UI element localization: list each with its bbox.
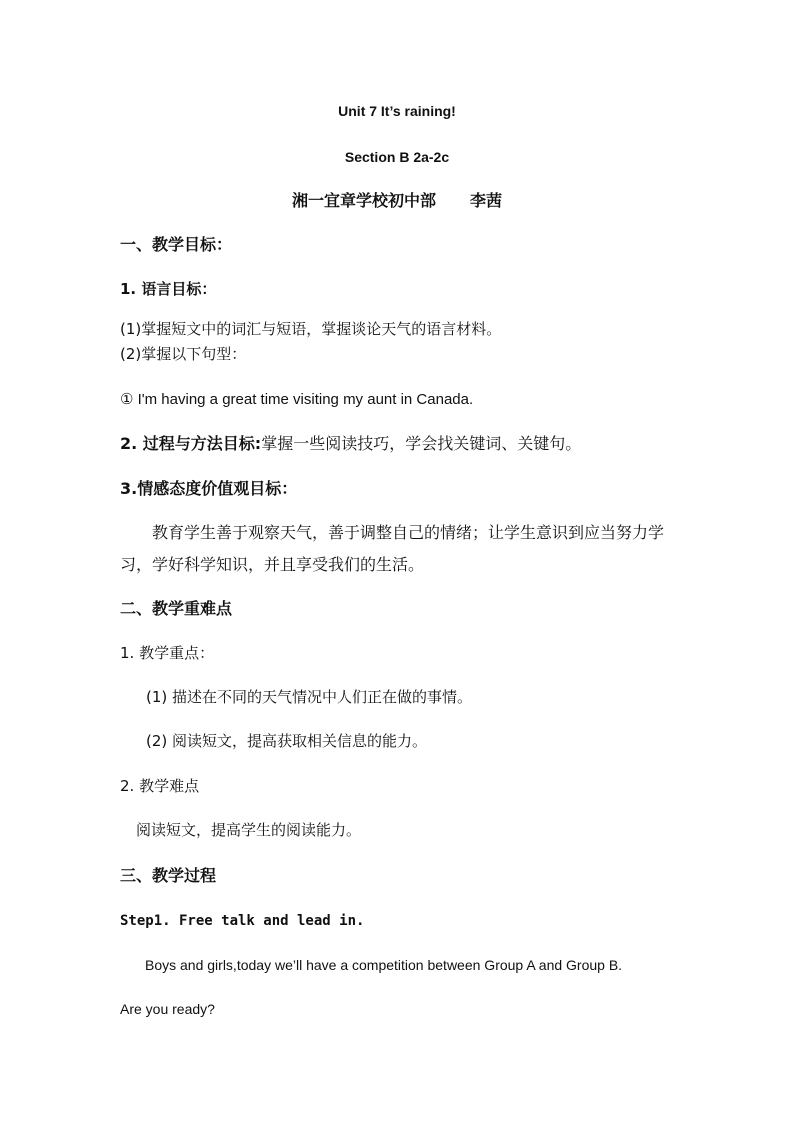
school-name: 湘一宜章学校初中部 <box>291 191 436 210</box>
teaching-focus-heading: 1. 教学重点： <box>120 644 215 662</box>
emotion-objective-text-line: 习，学好科学知识，并且享受我们的生活。 <box>120 555 425 574</box>
process-objective-line <box>120 436 581 452</box>
teaching-focus-item: (1) 描述在不同的天气情况中人们正在做的事情。 <box>146 688 473 706</box>
language-objective-item: (2)掌握以下句型： <box>120 345 247 363</box>
step1-heading: Step1. Free talk and lead in. <box>120 913 365 929</box>
author-name: 李茜 <box>470 191 503 210</box>
teaching-difficulty-text: 阅读短文，提高学生的阅读能力。 <box>136 821 362 839</box>
step1-text-line: Boys and girls,today we’ll have a competition between Group A and Group B. <box>145 957 623 973</box>
teaching-difficulty-heading: 2. 教学难点 <box>120 777 200 795</box>
teaching-focus-item: (2) 阅读短文，提高获取相关信息的能力。 <box>146 732 428 750</box>
document-title: Unit 7 It’s raining! <box>338 103 456 119</box>
step1-text-line: Are you ready? <box>120 1001 215 1017</box>
process-objective-text: 掌握一些阅读技巧，学会找关键词、关键句。 <box>261 434 582 453</box>
language-objective-item: (1)掌握短文中的词汇与短语，掌握谈论天气的语言材料。 <box>120 320 502 338</box>
heading-key-points: 二、教学重难点 <box>120 599 233 618</box>
emotion-objective-heading: 3.情感态度价值观目标： <box>120 479 298 498</box>
document-author-line <box>0 193 794 209</box>
heading-teaching-process: 三、教学过程 <box>120 866 217 885</box>
language-objective-heading: 1. 语言目标： <box>120 280 217 298</box>
sentence-pattern: ① I'm having a great time visiting my aunt in Canada. <box>120 391 474 408</box>
process-objective-label: 2. 过程与方法目标: <box>120 434 262 453</box>
emotion-objective-text-line: 教育学生善于观察天气，善于调整自己的情绪；让学生意识到应当努力学 <box>152 523 665 542</box>
heading-objectives: 一、教学目标： <box>120 235 233 254</box>
document-section: Section B 2a-2c <box>344 149 450 165</box>
